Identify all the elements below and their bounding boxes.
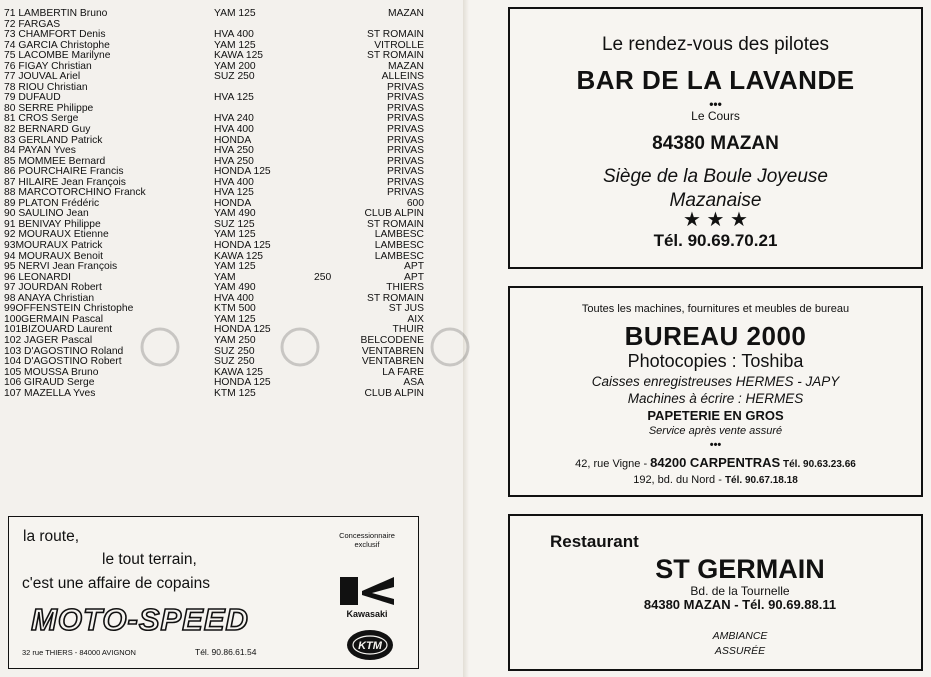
entrant-machine: HVA 250 (214, 155, 254, 167)
entrant-machine: HONDA 125 (214, 166, 271, 178)
bureau-registers: Caisses enregistreuses HERMES - JAPY (591, 374, 840, 389)
entrant-name: 105 MOUSSA Bruno (4, 366, 99, 378)
ktm-logo-text: KTM (358, 640, 382, 652)
entrant-machine: HONDA 125 (214, 240, 271, 252)
bureau-typewriters: Machines à écrire : HERMES (627, 391, 804, 406)
entrant-city: PRIVAS (386, 187, 424, 199)
entrant-row (4, 336, 424, 347)
restaurant-city-phone-text: 84380 MAZAN - Tél. 90.69.88.11 (643, 597, 837, 612)
bureau-address-1-city: 84200 CARPENTRAS (650, 455, 781, 470)
entrant-city: ST JUS (388, 303, 424, 315)
bureau-address-1 (510, 455, 921, 470)
moto-speed-ad (8, 516, 419, 669)
entrant-machine: KTM 125 (214, 387, 256, 399)
entrant-machine: HVA 400 (214, 176, 254, 188)
restaurant-name: ST GERMAIN (655, 554, 825, 584)
bureau-address-1-tel: Tél. 90.63.23.66 (780, 459, 856, 470)
entrant-city: PRIVAS (386, 134, 424, 146)
entrant-machine: SUZ 250 (214, 71, 255, 83)
entrant-machine: KAWA 125 (214, 366, 264, 378)
lavande-tagline: Le rendez-vous des pilotes (601, 34, 830, 55)
entrant-city: PRIVAS (386, 92, 424, 104)
entrant-city: PRIVAS (386, 176, 424, 188)
entrant-machine: SUZ 250 (214, 356, 255, 368)
entrant-machine: YAM 125 (214, 229, 256, 241)
ktm-logo-icon (346, 629, 394, 661)
entrant-city: PRIVAS (386, 81, 424, 93)
entrant-machine: HVA 400 (214, 124, 254, 136)
entrant-city: LAMBESC (374, 229, 424, 241)
entrant-city: PRIVAS (386, 124, 424, 136)
entrant-city: CLUB ALPIN (364, 208, 424, 220)
ad-moto-address: 32 rue THIERS - 84000 AVIGNON (22, 648, 136, 657)
entrant-city: 600 (406, 197, 424, 209)
ad-moto-line-3: c'est une affaire de copains (22, 575, 210, 592)
entrant-name: 74 GARCIA Christophe (4, 39, 110, 51)
entrant-city: THUIR (392, 324, 424, 336)
entrant-city: PRIVAS (386, 155, 424, 167)
entrant-city: LAMBESC (374, 240, 424, 252)
entrant-machine: HONDA 125 (214, 377, 271, 389)
lavande-city: 84380 MAZAN (652, 133, 779, 154)
entrant-city: APT (403, 261, 424, 273)
entrant-machine: YAM 200 (214, 60, 256, 72)
restaurant-line-2: ASSURÉE (714, 645, 766, 657)
entrant-name: 102 JAGER Pascal (4, 334, 93, 346)
entrant-machine: HVA 125 (214, 187, 254, 199)
entrant-city: CLUB ALPIN (364, 387, 424, 399)
bureau-address-2 (510, 474, 921, 486)
entrant-city: AIX (407, 313, 424, 325)
entrant-city: ST ROMAIN (366, 50, 424, 62)
entrant-name: 95 NERVI Jean François (4, 261, 118, 273)
bureau-intro: Toutes les machines, fournitures et meubles de bureau (581, 303, 850, 315)
lavande-line-2: Mazanaise (669, 190, 762, 211)
page-gutter (463, 0, 469, 677)
entrant-name: 101BIZOUARD Laurent (4, 324, 113, 336)
bureau-dots: ••• (709, 439, 722, 451)
entrant-machine: YAM 490 (214, 282, 256, 294)
lavande-name: BAR DE LA LAVANDE (576, 65, 855, 95)
entrant-city: ASA (403, 377, 424, 389)
entrant-city: VITROLLE (374, 39, 424, 51)
entrant-city: LAMBESC (374, 250, 424, 262)
entrant-city: BELCODENE (360, 334, 424, 346)
bureau-2000-ad (508, 286, 923, 497)
entrant-name: 86 POURCHAIRE Francis (4, 166, 124, 178)
entrant-name: 96 LEONARDI (4, 271, 71, 283)
bar-lavande-ad (508, 7, 923, 269)
entrant-name: 87 HILAIRE Jean François (4, 176, 126, 188)
entrant-name: 99OFFENSTEIN Christophe (4, 303, 134, 315)
entrant-row (4, 389, 424, 400)
ad-moto-phone: Tél. 90.86.61.54 (195, 647, 257, 657)
entrant-extra: 250 (314, 271, 332, 283)
entrant-machine: HVA 400 (214, 292, 254, 304)
entrant-name: 106 GIRAUD Serge (4, 377, 95, 389)
entrant-name: 73 CHAMFORT Denis (4, 29, 106, 41)
entrant-machine: HVA 125 (214, 92, 254, 104)
st-germain-ad (508, 514, 923, 671)
entrant-city: APT (403, 271, 424, 283)
entrant-city: MAZAN (387, 8, 424, 19)
entrant-name: 88 MARCOTORCHINO Franck (4, 187, 146, 199)
entrant-machine: KAWA 125 (214, 50, 264, 62)
entrant-machine: HONDA (214, 134, 252, 146)
entrant-name: 78 RIOU Christian (4, 81, 88, 93)
entrant-name: 83 GERLAND Patrick (4, 134, 103, 146)
entrant-name: 103 D'AGOSTINO Roland (4, 345, 124, 357)
entrant-name: 92 MOURAUX Etienne (4, 229, 109, 241)
entrant-machine: YAM 125 (214, 39, 256, 51)
entrant-name: 75 LACOMBE Marilyne (4, 50, 111, 62)
entrant-city: PRIVAS (386, 166, 424, 178)
bureau-service: Service après vente assuré (648, 425, 783, 437)
entrant-name: 104 D'AGOSTINO Robert (4, 356, 122, 368)
entrant-row (4, 357, 424, 368)
bureau-name: BUREAU 2000 (624, 321, 807, 351)
kawasaki-label: Kawasaki (346, 609, 388, 619)
moto-speed-logo (21, 599, 259, 639)
entrant-city: PRIVAS (386, 102, 424, 114)
bureau-paper: PAPETERIE EN GROS (647, 408, 784, 423)
bureau-address-2-street: 192, bd. du Nord - (633, 474, 725, 486)
entrant-name: 79 DUFAUD (4, 92, 61, 104)
entrant-machine: YAM 125 (214, 313, 256, 325)
entrant-name: 98 ANAYA Christian (4, 292, 95, 304)
entrant-city: ALLEINS (381, 71, 424, 83)
lavande-line-1: Siège de la Boule Joyeuse (603, 166, 828, 187)
entrant-city: PRIVAS (386, 113, 424, 125)
restaurant-city-phone (600, 597, 880, 612)
entrant-row (4, 241, 424, 252)
restaurant-line-1: AMBIANCE (712, 630, 768, 642)
entrant-machine: HVA 400 (214, 29, 254, 41)
entrant-city: PRIVAS (386, 145, 424, 157)
entrant-machine: HVA 240 (214, 113, 254, 125)
entrant-city: ST ROMAIN (366, 29, 424, 41)
entrant-name: 76 FIGAY Christian (4, 60, 92, 72)
lavande-dots: ••• (709, 97, 722, 111)
ad-moto-line-2: le tout terrain, (102, 551, 197, 568)
entrant-name: 94 MOURAUX Benoit (4, 250, 104, 262)
entrant-name: 90 SAULINO Jean (4, 208, 89, 220)
entrant-city: ST ROMAIN (366, 218, 424, 230)
bureau-address-2-tel: Tél. 90.67.18.18 (724, 475, 798, 486)
entrant-name: 71 LAMBERTIN Bruno (4, 8, 108, 19)
lavande-street: Le Cours (691, 109, 740, 123)
entrants-list (4, 9, 424, 399)
entrant-name: 82 BERNARD Guy (4, 124, 91, 136)
entrant-name: 97 JOURDAN Robert (4, 282, 102, 294)
entrant-city: VENTABREN (361, 345, 424, 357)
lavande-phone: Tél. 90.69.70.21 (653, 231, 778, 250)
entrant-machine: YAM 125 (214, 8, 256, 19)
restaurant-kind: Restaurant (550, 532, 639, 551)
entrant-machine: KAWA 125 (214, 250, 264, 262)
restaurant-street: Bd. de la Tournelle (690, 584, 790, 598)
bureau-photocopies: Photocopies : Toshiba (627, 351, 804, 371)
entrant-city: LA FARE (382, 366, 424, 378)
entrant-machine: YAM (214, 271, 236, 283)
moto-speed-logo-text: MOTO-SPEED (31, 602, 249, 637)
entrant-machine: HVA 250 (214, 145, 254, 157)
entrant-machine: SUZ 125 (214, 218, 255, 230)
entrant-name: 107 MAZELLA Yves (4, 387, 96, 399)
entrant-name: 91 BENIVAY Philippe (4, 218, 101, 230)
concession-label: Concessionnaire exclusif (339, 531, 395, 549)
entrant-machine: HONDA 125 (214, 324, 271, 336)
entrant-machine: SUZ 250 (214, 345, 255, 357)
entrant-machine: YAM 250 (214, 334, 256, 346)
bureau-address-1-street: 42, rue Vigne - (575, 458, 651, 470)
entrant-name: 77 JOUVAL Ariel (4, 71, 81, 83)
entrant-name: 72 FARGAS (4, 18, 61, 30)
entrant-name: 93MOURAUX Patrick (4, 240, 103, 252)
entrant-row (4, 125, 424, 136)
entrant-name: 84 PAYAN Yves (4, 145, 76, 157)
entrant-city: MAZAN (387, 60, 424, 72)
entrant-machine: KTM 500 (214, 303, 256, 315)
entrant-city: THIERS (386, 282, 424, 294)
ad-moto-line-1: la route, (23, 528, 80, 545)
entrant-name: 89 PLATON Frédéric (4, 197, 100, 209)
entrant-machine: HONDA (214, 197, 252, 209)
entrant-row (4, 9, 424, 20)
entrant-machine: YAM 490 (214, 208, 256, 220)
entrant-city: VENTABREN (361, 356, 424, 368)
entrant-machine: YAM 125 (214, 261, 256, 273)
entrant-name: 81 CROS Serge (4, 113, 79, 125)
entrant-name: 80 SERRE Philippe (4, 102, 94, 114)
entrant-name: 85 MOMMEE Bernard (4, 155, 106, 167)
entrant-name: 100GERMAIN Pascal (4, 313, 104, 325)
entrant-city: ST ROMAIN (366, 292, 424, 304)
lavande-stars: ★ ★ ★ (683, 209, 748, 231)
